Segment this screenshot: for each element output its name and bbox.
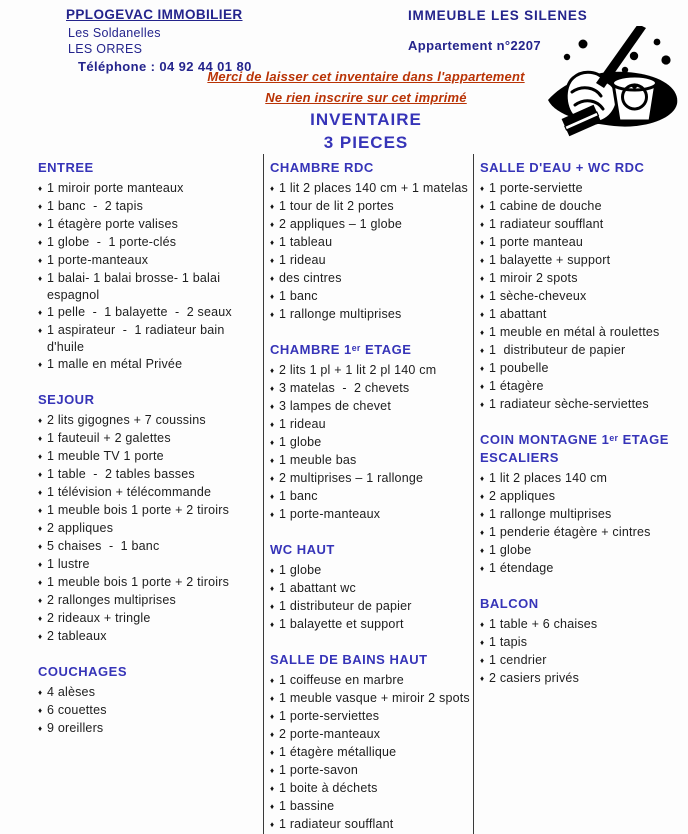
item-text: 1 boite à déchets <box>279 781 378 795</box>
bullet-icon: ♦ <box>480 256 485 265</box>
item-text: 1 miroir porte manteaux <box>47 181 184 195</box>
item-text: 1 distributeur de papier <box>489 343 626 357</box>
section-heading <box>38 663 263 681</box>
item-text: 1 tour de lit 2 portes <box>279 199 394 213</box>
item-text: 1 penderie étagère + cintres <box>489 525 651 539</box>
notice-line-2: Ne rien inscrire sur cet imprimé <box>265 90 467 105</box>
bullet-icon: ♦ <box>38 256 43 265</box>
inventory-item <box>270 434 473 452</box>
bullet-icon: ♦ <box>480 274 485 283</box>
inventory-item <box>480 288 685 306</box>
bullet-icon: ♦ <box>270 420 275 429</box>
item-text: 1 globe <box>279 435 322 449</box>
bullet-icon: ♦ <box>480 510 485 519</box>
bullet-icon: ♦ <box>270 292 275 301</box>
bullet-icon: ♦ <box>38 614 43 623</box>
bullet-icon: ♦ <box>480 528 485 537</box>
item-text: 1 cabine de douche <box>489 199 602 213</box>
item-text: 9 oreillers <box>47 721 104 735</box>
item-text: 1 meuble en métal à roulettes <box>489 325 660 339</box>
inventory-item <box>270 598 473 616</box>
bullet-icon: ♦ <box>270 694 275 703</box>
bullet-icon: ♦ <box>480 382 485 391</box>
item-text: 1 banc <box>279 289 318 303</box>
bullet-icon: ♦ <box>38 220 43 229</box>
bullet-icon: ♦ <box>480 656 485 665</box>
item-text: 1 radiateur soufflant <box>279 817 394 831</box>
inventory-item <box>38 252 263 270</box>
inventory-item <box>270 580 473 598</box>
item-text: 2 rallonges multiprises <box>47 593 176 607</box>
item-text: 1 porte-manteaux <box>47 253 149 267</box>
inventory-item <box>270 726 473 744</box>
item-text: 1 abattant wc <box>279 581 356 595</box>
inventory-item <box>480 180 685 198</box>
notice-line-1: Merci de laisser cet inventaire dans l'appartement <box>207 69 525 84</box>
section-heading <box>270 341 473 359</box>
bullet-icon: ♦ <box>480 674 485 683</box>
inventory-item <box>270 488 473 506</box>
inventory-section <box>38 663 263 738</box>
inventory-item <box>270 234 473 252</box>
inventory-item <box>480 306 685 324</box>
inventory-item <box>270 252 473 270</box>
inventory-item <box>38 430 263 448</box>
inventory-section <box>270 341 473 524</box>
item-text: 1 tapis <box>489 635 528 649</box>
item-text: 1 distributeur de papier <box>279 599 412 613</box>
inventory-item <box>38 356 263 374</box>
section-heading-line: ENTREE <box>38 160 94 175</box>
inventory-column <box>473 154 685 834</box>
item-text: 2 tableaux <box>47 629 107 643</box>
inventory-item <box>480 342 685 360</box>
bullet-icon: ♦ <box>270 492 275 501</box>
bullet-icon: ♦ <box>270 820 275 829</box>
bullet-icon: ♦ <box>38 542 43 551</box>
bullet-icon: ♦ <box>38 274 43 283</box>
bullet-icon: ♦ <box>480 238 485 247</box>
bullet-icon: ♦ <box>270 676 275 685</box>
bullet-icon: ♦ <box>270 202 275 211</box>
bullet-icon: ♦ <box>270 310 275 319</box>
inventory-item <box>270 306 473 324</box>
inventory-item <box>270 762 473 780</box>
item-text: 2 rideaux + tringle <box>47 611 151 625</box>
item-text: 1 abattant <box>489 307 547 321</box>
item-text: 1 étagère porte valises <box>47 217 179 231</box>
inventory-item <box>480 670 685 688</box>
item-text: des cintres <box>279 271 342 285</box>
item-text: 1 sèche-cheveux <box>489 289 587 303</box>
section-heading-line: WC HAUT <box>270 542 335 557</box>
bullet-icon: ♦ <box>480 638 485 647</box>
bullet-icon: ♦ <box>38 506 43 515</box>
section-heading-line: COUCHAGES <box>38 664 128 679</box>
document-title: INVENTAIRE <box>310 110 422 129</box>
bullet-icon: ♦ <box>38 688 43 697</box>
inventory-item <box>38 610 263 628</box>
bullet-icon: ♦ <box>480 546 485 555</box>
inventory-item <box>480 470 685 488</box>
inventory-item <box>480 396 685 414</box>
bullet-icon: ♦ <box>38 416 43 425</box>
inventory-item <box>270 616 473 634</box>
section-heading-line: BALCON <box>480 596 539 611</box>
bullet-icon: ♦ <box>270 402 275 411</box>
bullet-icon: ♦ <box>270 730 275 739</box>
inventory-item <box>270 362 473 380</box>
bullet-icon: ♦ <box>480 220 485 229</box>
inventory-section <box>270 651 473 834</box>
agency-block <box>66 7 252 74</box>
section-heading <box>480 431 685 467</box>
bullet-icon: ♦ <box>480 184 485 193</box>
bullet-icon: ♦ <box>480 400 485 409</box>
item-text: 1 pelle - 1 balayette - 2 seaux <box>47 305 232 319</box>
inventory-item <box>38 538 263 556</box>
inventory-item <box>38 520 263 538</box>
item-text: 2 multiprises – 1 rallonge <box>279 471 424 485</box>
apartment-number: Appartement n°2207 <box>408 38 542 53</box>
inventory-item <box>480 542 685 560</box>
inventory-item <box>270 780 473 798</box>
item-text: 1 coiffeuse en marbre <box>279 673 404 687</box>
inventory-item <box>38 412 263 430</box>
inventory-item <box>38 322 263 356</box>
inventory-item <box>270 744 473 762</box>
item-text: 1 bassine <box>279 799 335 813</box>
bullet-icon: ♦ <box>270 438 275 447</box>
bullet-icon: ♦ <box>38 326 43 335</box>
item-text: 1 rallonge multiprises <box>489 507 612 521</box>
inventory-column <box>35 154 263 834</box>
bullet-icon: ♦ <box>480 328 485 337</box>
inventory-section <box>480 595 685 688</box>
inventory-item <box>38 216 263 234</box>
bullet-icon: ♦ <box>38 524 43 533</box>
inventory-item <box>38 684 263 702</box>
section-heading <box>480 595 685 613</box>
inventory-item <box>480 378 685 396</box>
item-text: 6 couettes <box>47 703 107 717</box>
section-heading <box>38 159 263 177</box>
inventory-item <box>38 198 263 216</box>
inventory-item <box>270 216 473 234</box>
inventory-item <box>480 198 685 216</box>
item-text: 1 meuble TV 1 porte <box>47 449 164 463</box>
item-text: 2 appliques <box>47 521 114 535</box>
inventory-item <box>38 304 263 322</box>
item-text: 1 aspirateur - 1 radiateur bain d'huile <box>47 323 229 354</box>
item-text: 1 banc - 2 tapis <box>47 199 144 213</box>
bullet-icon: ♦ <box>38 202 43 211</box>
inventory-column <box>263 154 473 834</box>
bullet-icon: ♦ <box>270 748 275 757</box>
inventory-item <box>480 360 685 378</box>
bullet-icon: ♦ <box>480 292 485 301</box>
inventory-item <box>38 628 263 646</box>
inventory-item <box>480 652 685 670</box>
inventory-item <box>38 556 263 574</box>
item-text: 1 étagère <box>489 379 544 393</box>
item-text: 1 globe <box>279 563 322 577</box>
bullet-icon: ♦ <box>270 456 275 465</box>
inventory-item <box>270 452 473 470</box>
inventory-section <box>38 391 263 646</box>
inventory-item <box>270 288 473 306</box>
bullet-icon: ♦ <box>270 256 275 265</box>
item-text: 1 télévision + télécommande <box>47 485 212 499</box>
agency-address-line: Les Soldanelles <box>68 26 161 40</box>
item-text: 1 fauteuil + 2 galettes <box>47 431 171 445</box>
item-text: 1 meuble bois 1 porte + 2 tiroirs <box>47 503 230 517</box>
item-text: 1 malle en métal Privée <box>47 357 183 371</box>
item-text: 2 porte-manteaux <box>279 727 381 741</box>
item-text: 1 porte manteau <box>489 235 584 249</box>
document-header <box>0 0 688 152</box>
inventory-item <box>38 502 263 520</box>
inventory-section <box>480 431 685 578</box>
section-heading-line: CHAMBRE 1ᵉʳ ETAGE <box>270 342 412 357</box>
agency-city: LES ORRES <box>68 42 143 56</box>
bullet-icon: ♦ <box>270 384 275 393</box>
item-text: 1 porte-manteaux <box>279 507 381 521</box>
inventory-item <box>38 720 263 738</box>
inventory-item <box>270 180 473 198</box>
inventory-columns <box>35 154 685 834</box>
inventory-item <box>38 592 263 610</box>
item-text: 1 tableau <box>279 235 333 249</box>
item-text: 1 balai- 1 balai brosse- 1 balai espagnol <box>47 271 224 302</box>
inventory-item <box>270 708 473 726</box>
bullet-icon: ♦ <box>480 492 485 501</box>
bullet-icon: ♦ <box>38 488 43 497</box>
item-text: 3 lampes de chevet <box>279 399 391 413</box>
bullet-icon: ♦ <box>38 596 43 605</box>
inventory-section <box>270 159 473 324</box>
bullet-icon: ♦ <box>38 470 43 479</box>
bullet-icon: ♦ <box>270 566 275 575</box>
inventory-item <box>480 234 685 252</box>
header-center-block <box>42 66 688 154</box>
item-text: 1 table + 6 chaises <box>489 617 598 631</box>
bullet-icon: ♦ <box>480 474 485 483</box>
item-text: 1 lustre <box>47 557 90 571</box>
item-text: 3 matelas - 2 chevets <box>279 381 410 395</box>
item-text: 1 porte-serviettes <box>279 709 380 723</box>
bullet-icon: ♦ <box>38 724 43 733</box>
inventory-item <box>270 690 473 708</box>
item-text: 5 chaises - 1 banc <box>47 539 160 553</box>
item-text: 1 rallonge multiprises <box>279 307 402 321</box>
inventory-item <box>480 634 685 652</box>
bullet-icon: ♦ <box>38 578 43 587</box>
item-text: 1 meuble bas <box>279 453 357 467</box>
item-text: 1 rideau <box>279 417 326 431</box>
bullet-icon: ♦ <box>270 802 275 811</box>
bullet-icon: ♦ <box>270 474 275 483</box>
item-text: 1 étendage <box>489 561 554 575</box>
item-text: 1 radiateur sèche-serviettes <box>489 397 649 411</box>
inventory-item <box>480 616 685 634</box>
bullet-icon: ♦ <box>270 510 275 519</box>
bullet-icon: ♦ <box>270 220 275 229</box>
section-heading-line: SEJOUR <box>38 392 95 407</box>
item-text: 1 balayette et support <box>279 617 404 631</box>
section-heading <box>270 651 473 669</box>
bullet-icon: ♦ <box>38 706 43 715</box>
bullet-icon: ♦ <box>480 620 485 629</box>
item-text: 1 banc <box>279 489 318 503</box>
bullet-icon: ♦ <box>480 202 485 211</box>
item-text: 1 radiateur soufflant <box>489 217 604 231</box>
inventory-section <box>480 159 685 414</box>
bullet-icon: ♦ <box>270 238 275 247</box>
bullet-icon: ♦ <box>270 784 275 793</box>
bullet-icon: ♦ <box>38 434 43 443</box>
section-heading-line: COIN MONTAGNE 1ᵉʳ ETAGE <box>480 432 669 447</box>
inventory-item <box>270 398 473 416</box>
bullet-icon: ♦ <box>38 560 43 569</box>
item-text: 2 appliques <box>489 489 556 503</box>
bullet-icon: ♦ <box>38 360 43 369</box>
item-text: 1 lit 2 places 140 cm <box>489 471 608 485</box>
item-text: 1 globe <box>489 543 532 557</box>
item-text: 1 rideau <box>279 253 326 267</box>
section-heading-line: CHAMBRE RDC <box>270 160 374 175</box>
item-text: 1 globe - 1 porte-clés <box>47 235 177 249</box>
section-heading <box>270 159 473 177</box>
inventory-item <box>480 506 685 524</box>
bullet-icon: ♦ <box>38 238 43 247</box>
bullet-icon: ♦ <box>38 184 43 193</box>
inventory-item <box>38 234 263 252</box>
bullet-icon: ♦ <box>480 564 485 573</box>
inventory-item <box>270 506 473 524</box>
inventory-item <box>38 466 263 484</box>
bullet-icon: ♦ <box>270 766 275 775</box>
section-heading-line: ESCALIERS <box>480 450 559 465</box>
bullet-icon: ♦ <box>38 308 43 317</box>
inventory-item <box>480 270 685 288</box>
item-text: 1 porte-savon <box>279 763 359 777</box>
bullet-icon: ♦ <box>270 602 275 611</box>
bullet-icon: ♦ <box>270 620 275 629</box>
inventory-item <box>270 562 473 580</box>
item-text: 1 porte-serviette <box>489 181 583 195</box>
item-text: 2 appliques – 1 globe <box>279 217 403 231</box>
item-text: 1 meuble bois 1 porte + 2 tiroirs <box>47 575 230 589</box>
inventory-item <box>270 672 473 690</box>
section-heading-line: SALLE D'EAU + WC RDC <box>480 160 645 175</box>
inventory-item <box>38 702 263 720</box>
section-heading <box>270 541 473 559</box>
inventory-item <box>38 270 263 304</box>
item-text: 1 balayette + support <box>489 253 611 267</box>
inventory-item <box>270 416 473 434</box>
section-heading-line: SALLE DE BAINS HAUT <box>270 652 428 667</box>
item-text: 2 lits gigognes + 7 coussins <box>47 413 206 427</box>
inventory-item <box>480 488 685 506</box>
bullet-icon: ♦ <box>270 366 275 375</box>
bullet-icon: ♦ <box>270 184 275 193</box>
item-text: 2 casiers privés <box>489 671 580 685</box>
building-name: IMMEUBLE LES SILENES <box>408 8 588 23</box>
inventory-item <box>480 216 685 234</box>
item-text: 1 cendrier <box>489 653 547 667</box>
inventory-item <box>270 380 473 398</box>
document-subtitle: 3 PIECES <box>323 133 409 152</box>
inventory-item <box>480 252 685 270</box>
inventory-section <box>270 541 473 634</box>
inventory-item <box>270 270 473 288</box>
item-text: 1 étagère métallique <box>279 745 397 759</box>
inventory-item <box>270 198 473 216</box>
bullet-icon: ♦ <box>480 310 485 319</box>
bullet-icon: ♦ <box>38 632 43 641</box>
bullet-icon: ♦ <box>270 584 275 593</box>
inventory-item <box>270 798 473 816</box>
inventory-item <box>38 574 263 592</box>
inventory-item <box>38 448 263 466</box>
inventory-item <box>480 524 685 542</box>
bullet-icon: ♦ <box>480 346 485 355</box>
inventory-item <box>480 560 685 578</box>
item-text: 1 table - 2 tables basses <box>47 467 195 481</box>
bullet-icon: ♦ <box>270 712 275 721</box>
bullet-icon: ♦ <box>480 364 485 373</box>
section-heading <box>480 159 685 177</box>
item-text: 4 alèses <box>47 685 96 699</box>
item-text: 1 lit 2 places 140 cm + 1 matelas <box>279 181 468 195</box>
item-text: 2 lits 1 pl + 1 lit 2 pl 140 cm <box>279 363 437 377</box>
bullet-icon: ♦ <box>38 452 43 461</box>
agency-name: PPLOGEVAC IMMOBILIER <box>66 7 243 22</box>
inventory-item <box>270 816 473 834</box>
section-heading <box>38 391 263 409</box>
agency-phone: Téléphone : 04 92 44 01 80 <box>78 59 252 74</box>
inventory-item <box>38 180 263 198</box>
inventory-item <box>38 484 263 502</box>
bullet-icon: ♦ <box>270 274 275 283</box>
item-text: 1 miroir 2 spots <box>489 271 578 285</box>
inventory-section <box>38 159 263 374</box>
item-text: 1 meuble vasque + miroir 2 spots <box>279 691 470 705</box>
inventory-item <box>480 324 685 342</box>
item-text: 1 poubelle <box>489 361 549 375</box>
inventory-item <box>270 470 473 488</box>
